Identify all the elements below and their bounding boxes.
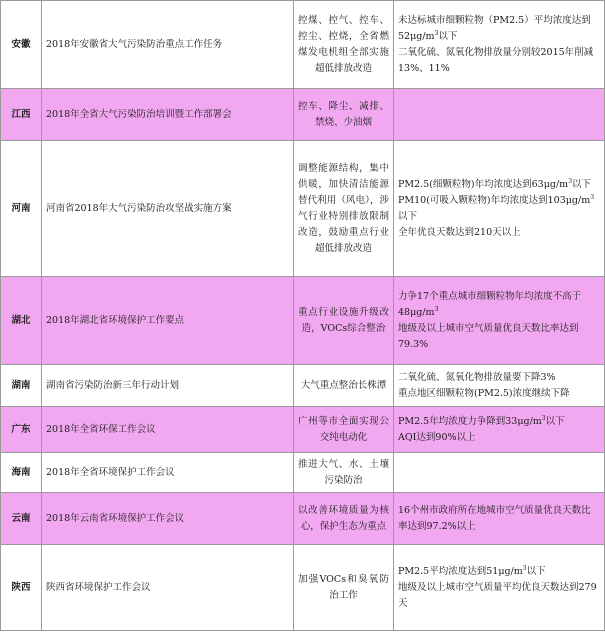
province-cell: 河南 [1, 141, 42, 277]
province-cell: 陕西 [1, 545, 42, 631]
province-cell: 广东 [1, 407, 42, 453]
targets-cell [394, 493, 605, 545]
table-row [1, 365, 605, 407]
target-line [398, 414, 600, 430]
unit-superscript: 3 [434, 29, 439, 37]
province-cell: 安徽 [1, 1, 42, 89]
document-cell: 湖南省污染防治新三年行动计划 [42, 365, 294, 407]
target-text: AQI达到90%以上 [398, 431, 476, 443]
target-text: 16个州市政府所在地城市空气质量优良天数比率达到97.2%以上 [398, 504, 591, 532]
targets-cell [394, 453, 605, 493]
table-row [1, 453, 605, 493]
targets-cell [394, 407, 605, 453]
target-text: 地级及以上城市空气质量平均优良天数达到279天 [398, 581, 597, 609]
target-line [398, 370, 600, 386]
measures-cell: 重点行业设施升级改造，VOCs综合整治 [294, 277, 394, 365]
unit-superscript: 3 [434, 305, 439, 313]
province-cell: 湖南 [1, 365, 42, 407]
unit-superscript: 3 [522, 564, 527, 572]
target-suffix: 以下 [398, 210, 418, 222]
measures-cell: 调整能源结构，集中供暖，加快清洁能源替代利用（风电），涉气行业特别排放限制改造，鼓励重点行业超低排放改造 [294, 141, 394, 277]
measures-cell: 控车、降尘、减排、禁烧、少油烟 [294, 89, 394, 141]
target-text: 二氧化硫、氮氧化物排放量分别较2015年削减13%、11% [398, 46, 594, 74]
measures-cell: 广州等市全面实现公交纯电动化 [294, 407, 394, 453]
target-line [398, 321, 600, 353]
targets-cell [394, 1, 605, 89]
document-cell: 2018年全省环境保护工作会议 [42, 453, 294, 493]
unit-superscript: 3 [541, 414, 546, 422]
measures-cell: 控煤、控气、控车、控尘、控烧，全省燃煤发电机组全部实施超低排放改造 [294, 1, 394, 89]
target-line [398, 193, 600, 225]
table-row [1, 407, 605, 453]
target-text: 重点地区细颗粒物(PM2.5)浓度继续下降 [398, 387, 570, 399]
target-line [398, 564, 600, 580]
document-cell: 2018年湖北省环境保护工作要点 [42, 277, 294, 365]
target-suffix: 以下 [572, 178, 592, 190]
measures-cell: 大气重点整治长株潭 [294, 365, 394, 407]
targets-cell [394, 365, 605, 407]
document-cell: 2018年安徽省大气污染防治重点工作任务 [42, 1, 294, 89]
measures-cell: 推进大气、水、土壤污染防治 [294, 453, 394, 493]
target-text: PM2.5(细颗粒物)年均浓度达到63μg/m [398, 178, 569, 190]
target-line [398, 580, 600, 612]
document-cell: 河南省2018年大气污染防治攻坚战实施方案 [42, 141, 294, 277]
target-text: 地级及以上城市空气质量优良天数比率达到79.3% [398, 322, 579, 350]
target-line [398, 386, 600, 402]
document-cell: 陕西省环境保护工作会议 [42, 545, 294, 631]
target-line [398, 289, 600, 321]
target-text: PM2.5平均浓度达到51μg/m [398, 565, 523, 577]
measures-cell: 以改善环境质量为核心，保护生态为重点 [294, 493, 394, 545]
document-cell: 2018年全省大气污染防治培训暨工作部署会 [42, 89, 294, 141]
table-row [1, 1, 605, 89]
target-line [398, 503, 600, 535]
target-line [398, 45, 600, 77]
target-text: PM2.5年均浓度力争降到33μg/m [398, 415, 542, 427]
target-text: PM10(可吸入颗粒物)年均浓度达到103μg/m [398, 194, 591, 206]
province-cell: 云南 [1, 493, 42, 545]
table-row [1, 141, 605, 277]
targets-cell [394, 545, 605, 631]
target-suffix: 以下 [545, 415, 565, 427]
province-cell: 海南 [1, 453, 42, 493]
table-row [1, 89, 605, 141]
unit-superscript: 3 [568, 177, 573, 185]
table-row [1, 493, 605, 545]
target-line [398, 430, 600, 446]
document-cell: 2018年全省环保工作会议 [42, 407, 294, 453]
target-text: 力争17个重点城市细颗粒物年均浓度不高于48μg/m [398, 290, 582, 318]
target-text: 全年优良天数达到210天以上 [398, 226, 521, 238]
table-body [1, 1, 605, 631]
document-cell: 2018年云南省环境保护工作会议 [42, 493, 294, 545]
target-line [398, 13, 600, 45]
targets-cell [394, 89, 605, 141]
targets-cell [394, 141, 605, 277]
target-suffix: 以下 [438, 30, 458, 42]
unit-superscript: 3 [590, 193, 595, 201]
province-cell: 江西 [1, 89, 42, 141]
target-suffix: 以下 [526, 565, 546, 577]
target-text: 未达标城市细颗粒物（PM2.5）平均浓度达到52μg/m [398, 14, 591, 42]
province-cell: 湖北 [1, 277, 42, 365]
target-text: 二氧化硫、氮氧化物排放量要下降3% [398, 371, 556, 383]
target-line [398, 225, 600, 241]
target-line [398, 177, 600, 193]
table-row [1, 277, 605, 365]
table-row [1, 545, 605, 631]
measures-cell: 加强VOCs和臭氧防治工作 [294, 545, 394, 631]
targets-cell [394, 277, 605, 365]
